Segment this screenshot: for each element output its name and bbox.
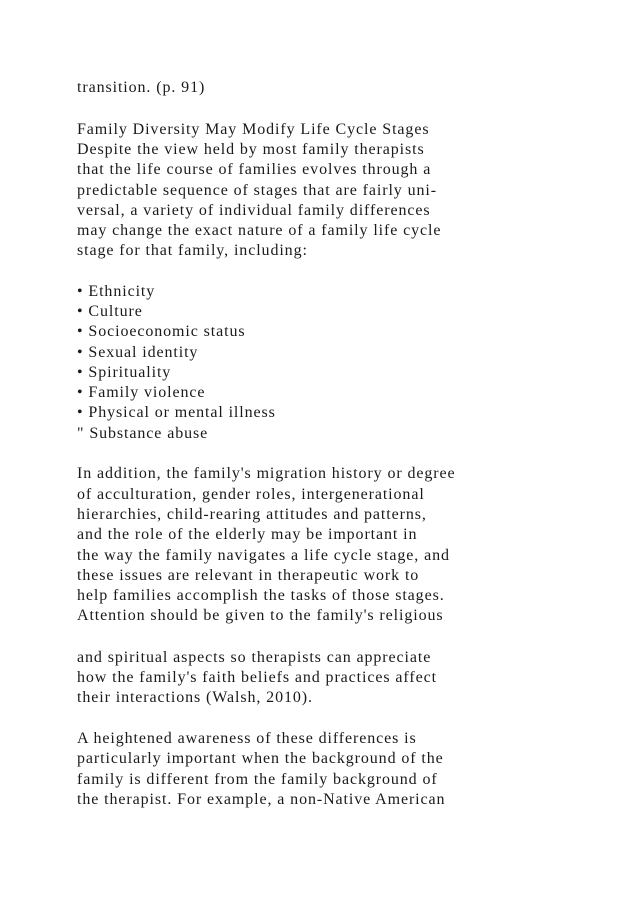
paragraph-line: of acculturation, gender roles, intergenerational [77,486,425,503]
paragraph-line: how the family's faith beliefs and practices affect [77,669,437,686]
paragraph-line: may change the exact nature of a family life cycle [77,222,442,239]
paragraph-line: and spiritual aspects so therapists can appreciate [77,649,432,666]
text-line-continuation: transition. (p. 91) [77,79,206,96]
paragraph-line: A heightened awareness of these differences is [77,730,417,747]
paragraph-line: hierarchies, child-rearing attitudes and patterns, [77,506,427,523]
paragraph-line: versal, a variety of individual family differences [77,202,431,219]
paragraph-line: the way the family navigates a life cycle stage, and [77,547,450,564]
list-item: • Socioeconomic status [77,323,246,340]
paragraph-line: Despite the view held by most family therapists [77,141,425,158]
paragraph-line: these issues are relevant in therapeutic work to [77,567,420,584]
paragraph-line: help families accomplish the tasks of those stages. [77,587,445,604]
paragraph-line: In addition, the family's migration history or degree [77,465,456,482]
paragraph-line: Attention should be given to the family's religious [77,607,444,624]
list-item: • Family violence [77,384,206,401]
list-item: • Physical or mental illness [77,404,276,421]
list-item: • Culture [77,303,143,320]
list-item: • Spirituality [77,364,172,381]
paragraph-line: and the role of the elderly may be important in [77,526,418,543]
paragraph-line: that the life course of families evolves through a [77,161,432,178]
section-heading: Family Diversity May Modify Life Cycle Stages [77,121,430,138]
paragraph-line: family is different from the family background of [77,771,438,788]
list-item: • Sexual identity [77,344,199,361]
paragraph-line: particularly important when the background of the [77,750,444,767]
paragraph-line: stage for that family, including: [77,242,308,259]
paragraph-line: their interactions (Walsh, 2010). [77,689,313,706]
paragraph-line: the therapist. For example, a non-Native American [77,791,446,808]
list-item: " Substance abuse [77,425,209,442]
list-item: • Ethnicity [77,283,156,300]
paragraph-line: predictable sequence of stages that are fairly uni- [77,182,437,199]
